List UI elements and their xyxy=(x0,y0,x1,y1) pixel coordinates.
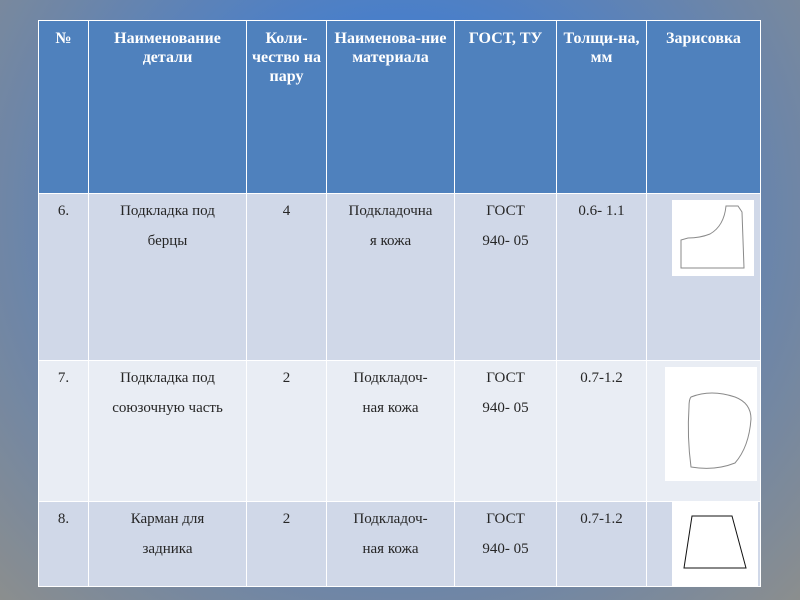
header-sketch: Зарисовка xyxy=(647,21,761,194)
cell-thickness: 0.7-1.2 xyxy=(557,361,647,502)
header-row xyxy=(39,21,761,194)
cell-gost: ГОСТ 940- 05 xyxy=(455,194,557,361)
table-row xyxy=(39,361,761,502)
cell-num: 6. xyxy=(39,194,89,361)
table-row xyxy=(39,194,761,361)
cell-material: Подкладоч- ная кожа xyxy=(327,502,455,587)
header-material: Наименова-ние материала xyxy=(327,21,455,194)
cell-gost: ГОСТ 940- 05 xyxy=(455,361,557,502)
header-gost: ГОСТ, ТУ xyxy=(455,21,557,194)
cell-sketch xyxy=(647,194,761,361)
cell-qty: 4 xyxy=(247,194,327,361)
cell-num: 8. xyxy=(39,502,89,587)
berets-lining-shape-icon xyxy=(672,200,754,276)
cell-sketch xyxy=(647,502,761,587)
vamp-lining-shape-icon xyxy=(665,367,757,481)
header-thickness: Толщи-на, мм xyxy=(557,21,647,194)
cell-qty: 2 xyxy=(247,502,327,587)
table-row xyxy=(39,502,761,587)
cell-thickness: 0.6- 1.1 xyxy=(557,194,647,361)
parts-table xyxy=(38,20,761,587)
cell-thickness: 0.7-1.2 xyxy=(557,502,647,587)
header-name: Наименование детали xyxy=(89,21,247,194)
cell-gost: ГОСТ 940- 05 xyxy=(455,502,557,587)
cell-qty: 2 xyxy=(247,361,327,502)
cell-name: Карман для задника xyxy=(89,502,247,587)
cell-sketch xyxy=(647,361,761,502)
cell-num: 7. xyxy=(39,361,89,502)
cell-material: Подкладоч- ная кожа xyxy=(327,361,455,502)
cell-name: Подкладка под союзочную часть xyxy=(89,361,247,502)
header-num: № xyxy=(39,21,89,194)
cell-material: Подкладочна я кожа xyxy=(327,194,455,361)
heel-pocket-shape-icon xyxy=(672,502,758,587)
header-qty: Коли-чество на пару xyxy=(247,21,327,194)
cell-name: Подкладка под берцы xyxy=(89,194,247,361)
